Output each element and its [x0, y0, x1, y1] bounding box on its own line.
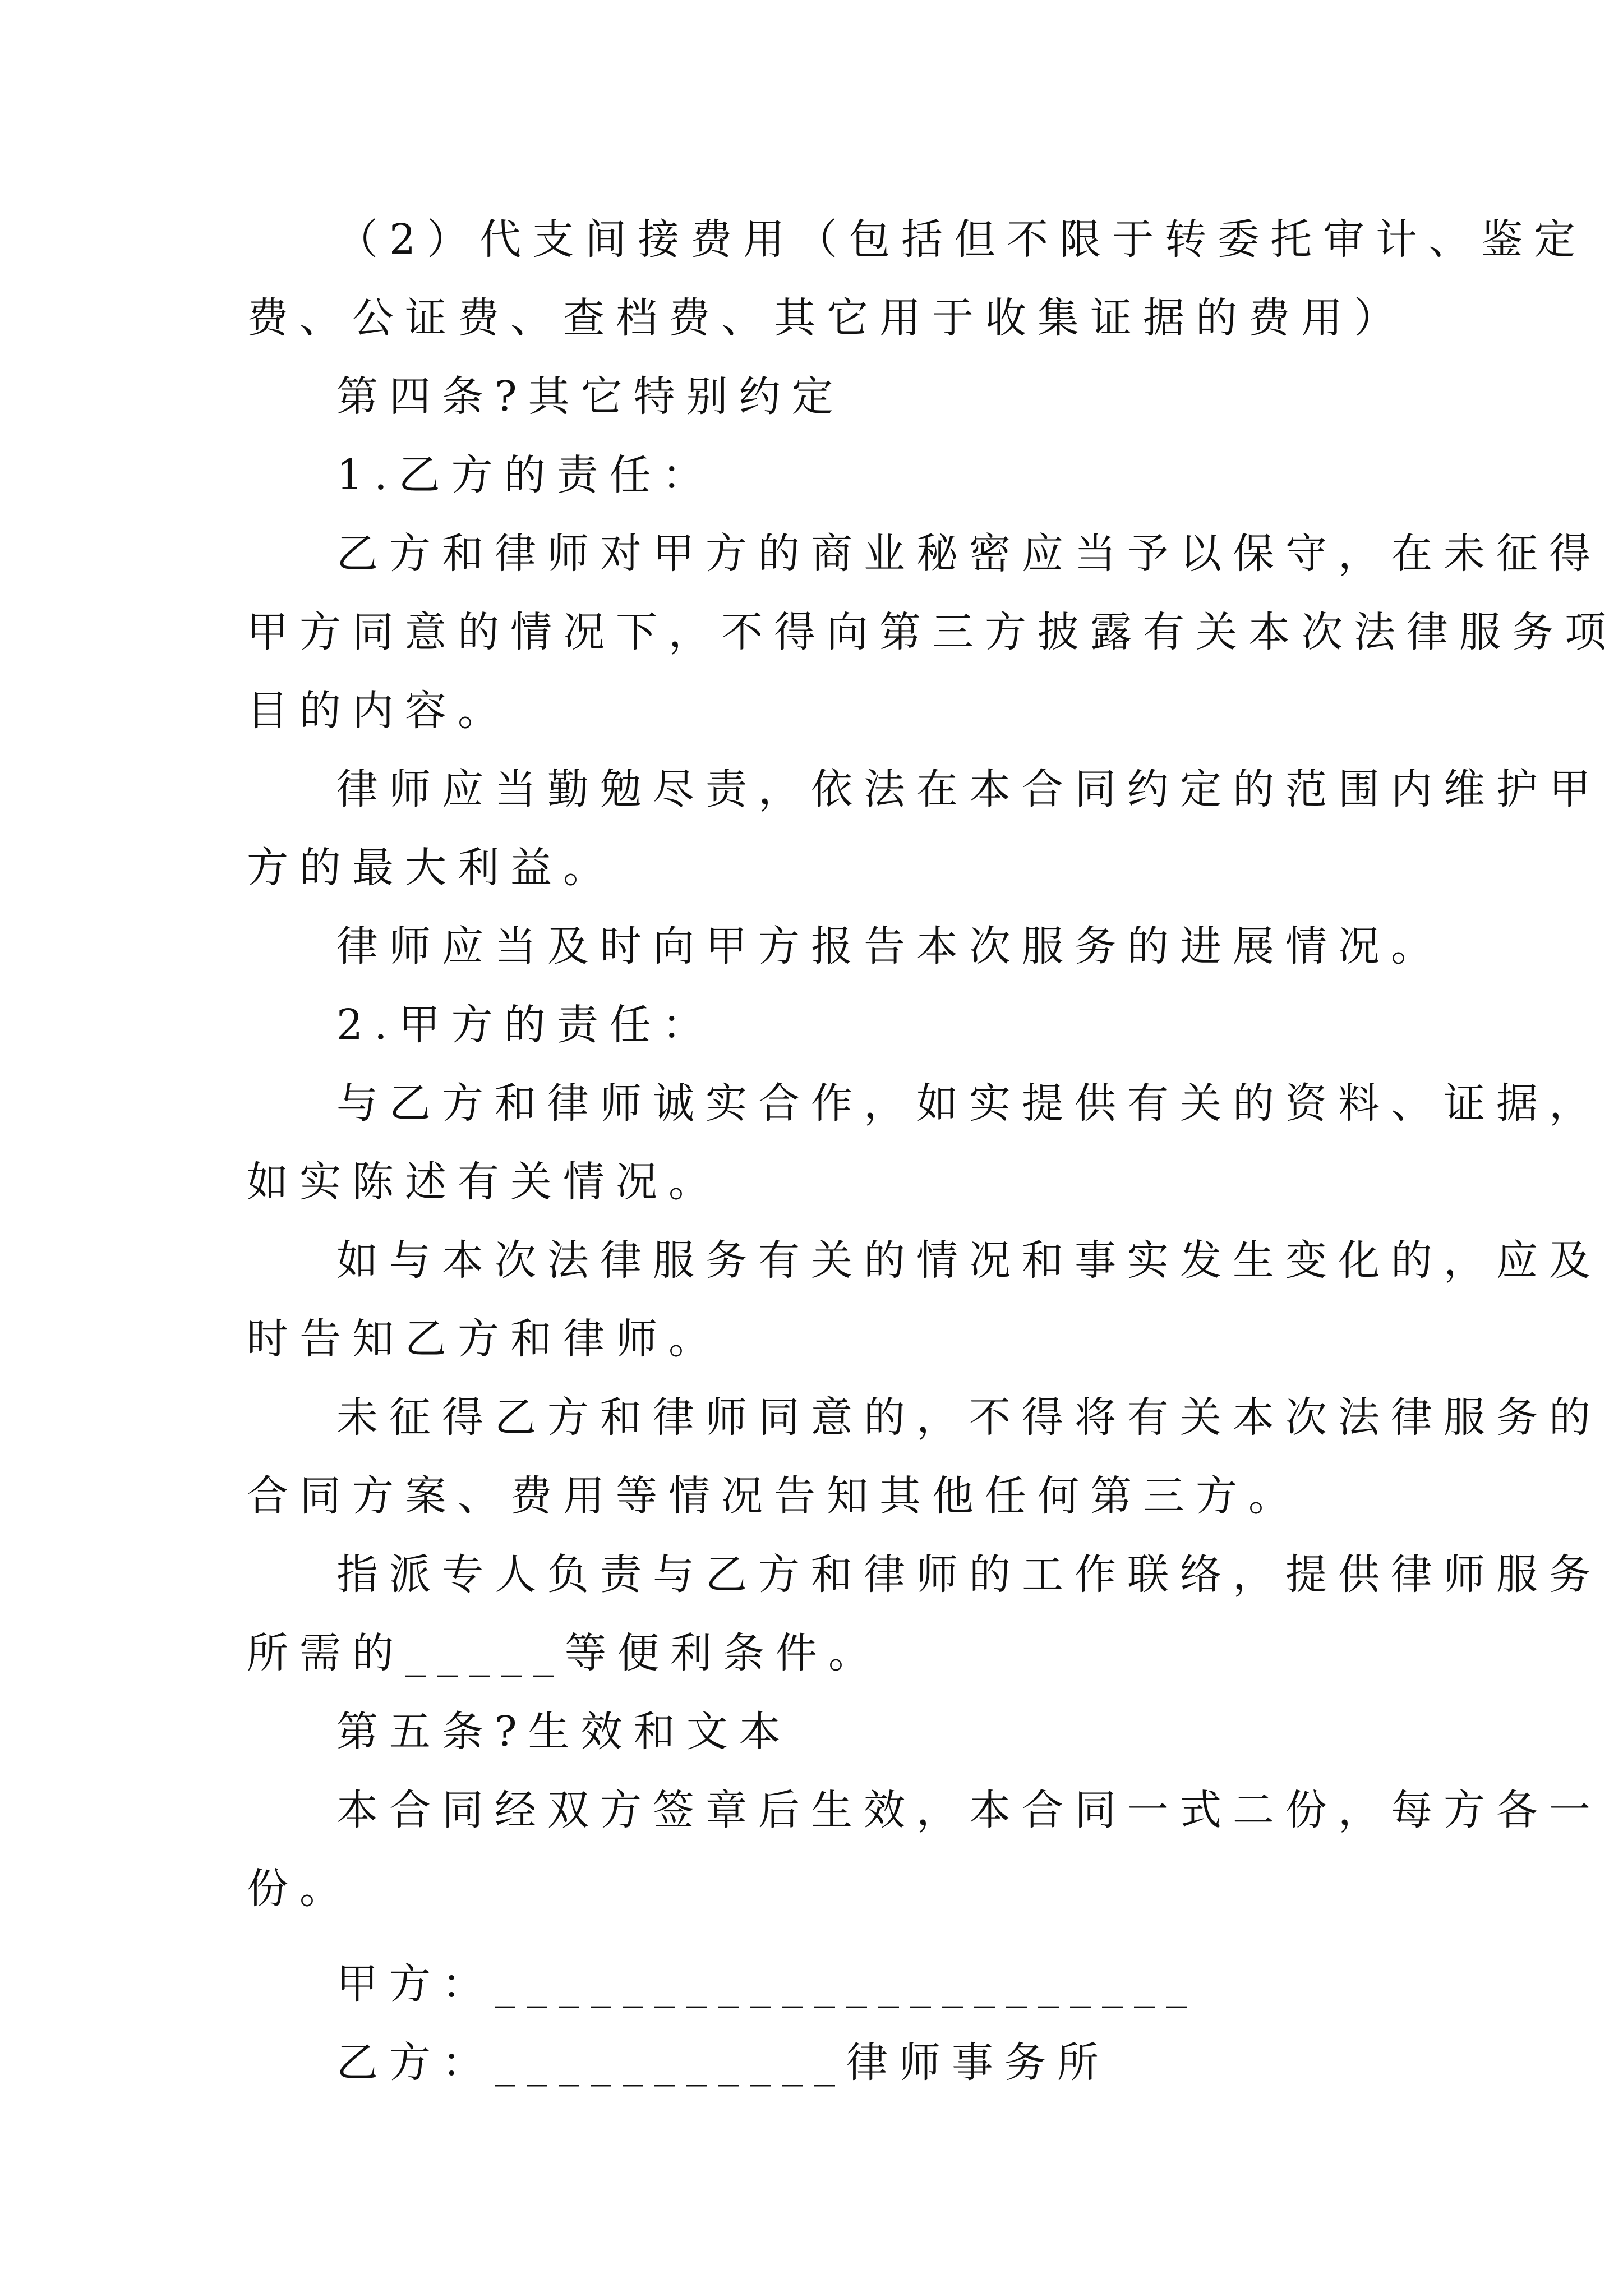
facility-line: [247, 1629, 881, 1677]
subsection-heading: 1.乙方的责任：: [336, 451, 715, 499]
party-b-signature-blank: ___________: [495, 2039, 846, 2087]
paragraph-line: 律师应当及时向甲方报告本次服务的进展情况。: [336, 922, 1444, 970]
paragraph-line: 未征得乙方和律师同意的，不得将有关本次法律服务的: [336, 1393, 1602, 1442]
paragraph-line: 律师应当勤勉尽责，依法在本合同约定的范围内维护甲: [336, 765, 1602, 813]
section-heading: 第五条?生效和文本: [336, 1708, 792, 1756]
paragraph-line: 方的最大利益。: [247, 844, 616, 892]
paragraph-line: 与乙方和律师诚实合作，如实提供有关的资料、证据，: [336, 1079, 1602, 1128]
paragraph-line: 甲方同意的情况下，不得向第三方披露有关本次法律服务项: [247, 608, 1617, 656]
paragraph-line: 时告知乙方和律师。: [247, 1315, 721, 1363]
facility-blank: _____: [405, 1629, 565, 1677]
paragraph-line: 目的内容。: [247, 687, 510, 735]
paragraph-line: 乙方和律师对甲方的商业秘密应当予以保守，在未征得: [336, 530, 1602, 578]
facility-text-after: 等便利条件。: [565, 1629, 881, 1677]
paragraph-line: 本合同经双方签章后生效，本合同一式二份，每方各一: [336, 1786, 1602, 1834]
paragraph-line: 费、公证费、查档费、其它用于收集证据的费用）: [247, 294, 1407, 342]
paragraph-line: （2）代支间接费用（包括但不限于转委托审计、鉴定: [336, 215, 1587, 264]
party-a-signature-blank: ______________________: [495, 1960, 1198, 2008]
party-b-line: [336, 2039, 1110, 2087]
paragraph-line: 份。: [247, 1865, 352, 1913]
paragraph-line: 如与本次法律服务有关的情况和事实发生变化的，应及: [336, 1236, 1602, 1285]
party-b-label: 乙方：: [336, 2039, 495, 2087]
paragraph-line: 指派专人负责与乙方和律师的工作联络，提供律师服务: [336, 1550, 1602, 1599]
section-heading: 第四条?其它特别约定: [336, 372, 845, 421]
facility-text-before: 所需的: [247, 1629, 405, 1677]
paragraph-line: 合同方案、费用等情况告知其他任何第三方。: [247, 1472, 1301, 1520]
party-a-label: 甲方：: [336, 1960, 495, 2008]
party-b-suffix: 律师事务所: [846, 2039, 1110, 2087]
paragraph-line: 如实陈述有关情况。: [247, 1158, 721, 1206]
party-a-line: [336, 1960, 1198, 2008]
subsection-heading: 2.甲方的责任：: [336, 1001, 715, 1049]
